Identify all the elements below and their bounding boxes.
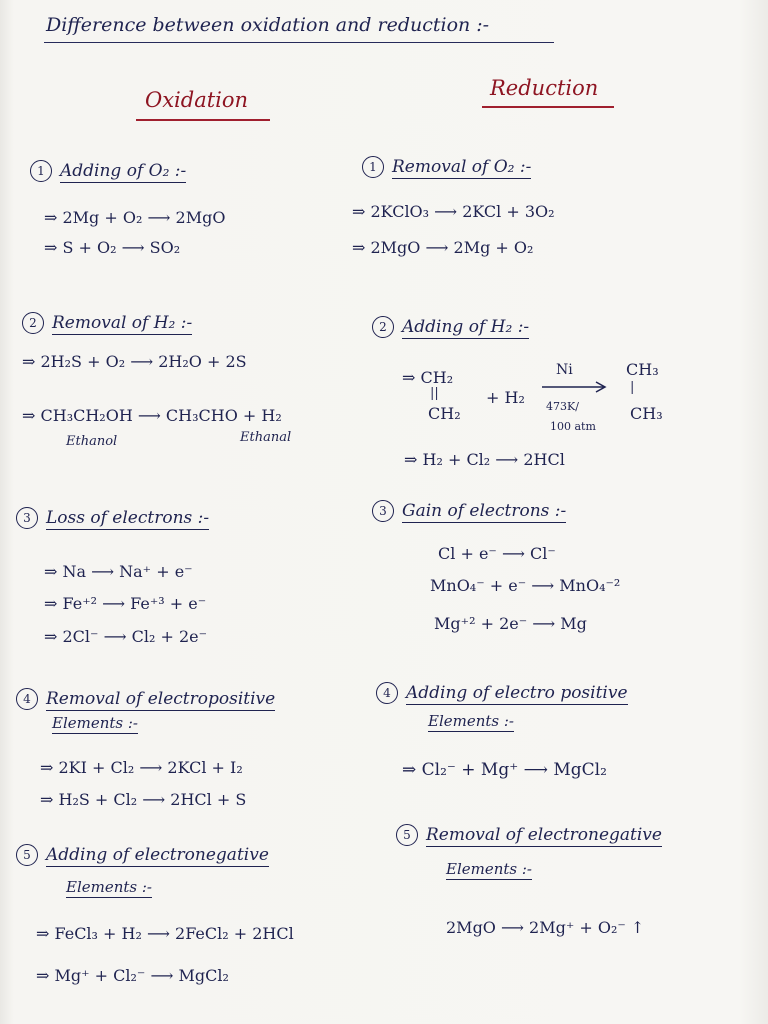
equation: ⇒ Fe⁺² ⟶ Fe⁺³ + e⁻ [44, 594, 207, 613]
point-number: 2 [22, 312, 44, 334]
temperature-label: 473K/ [546, 400, 579, 413]
reduction-point-2 [372, 316, 529, 338]
point-label: Removal of electronegative [426, 824, 662, 845]
equation: ⇒ 2H₂S + O₂ ⟶ 2H₂O + 2S [22, 352, 247, 371]
equation: ⇒ Na ⟶ Na⁺ + e⁻ [44, 562, 193, 581]
point-label: Loss of electrons :- [46, 507, 210, 528]
reduction-point-5 [396, 824, 662, 846]
product-top: CH₃ [626, 360, 659, 379]
oxidation-point-5 [16, 844, 269, 866]
catalyst-label: Ni [556, 362, 573, 378]
equation: ⇒ CH₃CH₂OH ⟶ CH₃CHO + H₂ [22, 406, 282, 425]
point-label-continued: Elements :- [66, 878, 153, 896]
point-label: Removal of O₂ :- [392, 156, 532, 177]
double-bond: || [430, 386, 439, 401]
compound-name: Ethanal [240, 430, 292, 445]
oxidation-point-3 [16, 507, 209, 529]
point-number: 5 [396, 824, 418, 846]
equation: Cl + e⁻ ⟶ Cl⁻ [438, 544, 556, 563]
equation: ⇒ 2KI + Cl₂ ⟶ 2KCl + I₂ [40, 758, 243, 777]
point-label-continued: Elements :- [446, 860, 533, 878]
point-label: Adding of O₂ :- [60, 160, 187, 181]
point-label: Removal of H₂ :- [52, 312, 193, 333]
oxidation-point-2 [22, 312, 192, 334]
equation: ⇒ 2Mg + O₂ ⟶ 2MgO [44, 208, 226, 227]
title-underline [44, 42, 554, 43]
equation: ⇒ 2Cl⁻ ⟶ Cl₂ + 2e⁻ [44, 627, 208, 646]
equation: Mg⁺² + 2e⁻ ⟶ Mg [434, 614, 587, 633]
point-number: 4 [376, 682, 398, 704]
point-label: Adding of electronegative [46, 844, 269, 865]
oxidation-point-4 [16, 688, 275, 710]
equation: MnO₄⁻ + e⁻ ⟶ MnO₄⁻² [430, 576, 621, 595]
reduction-point-4 [376, 682, 628, 704]
reaction-arrow-icon [540, 380, 610, 394]
point-label-continued: Elements :- [428, 712, 515, 730]
point-number: 3 [16, 507, 38, 529]
equation: ⇒ 2KClO₃ ⟶ 2KCl + 3O₂ [352, 202, 555, 221]
point-label: Removal of electropositive [46, 688, 276, 709]
reduction-point-1 [362, 156, 531, 178]
pressure-label: 100 atm [550, 420, 596, 433]
equation: ⇒ Cl₂⁻ + Mg⁺ ⟶ MgCl₂ [402, 760, 607, 780]
equation: ⇒ Mg⁺ + Cl₂⁻ ⟶ MgCl₂ [36, 966, 229, 985]
reduction-point-3 [372, 500, 566, 522]
reactant-top: ⇒ CH₂ [402, 368, 454, 387]
equation: ⇒ FeCl₃ + H₂ ⟶ 2FeCl₂ + 2HCl [36, 924, 294, 943]
reduction-heading: Reduction [490, 76, 599, 100]
point-number: 2 [372, 316, 394, 338]
point-label: Adding of H₂ :- [402, 316, 530, 337]
point-label-continued: Elements :- [52, 714, 139, 732]
equation: 2MgO ⟶ 2Mg⁺ + O₂⁻ ↑ [446, 918, 645, 937]
equation: ⇒ H₂S + Cl₂ ⟶ 2HCl + S [40, 790, 247, 809]
reactant-bottom: CH₂ [428, 404, 461, 423]
oxidation-point-1 [30, 160, 186, 182]
single-bond: | [630, 380, 635, 395]
hydrogen-reagent: + H₂ [486, 388, 525, 407]
product-bottom: CH₃ [630, 404, 663, 423]
point-number: 1 [362, 156, 384, 178]
compound-name: Ethanol [66, 434, 118, 449]
equation: ⇒ H₂ + Cl₂ ⟶ 2HCl [404, 450, 565, 469]
equation: ⇒ S + O₂ ⟶ SO₂ [44, 238, 181, 257]
reduction-heading-underline [482, 106, 614, 108]
point-number: 5 [16, 844, 38, 866]
oxidation-heading: Oxidation [145, 88, 249, 112]
oxidation-heading-underline [136, 119, 270, 121]
equation: ⇒ 2MgO ⟶ 2Mg + O₂ [352, 238, 534, 257]
point-number: 1 [30, 160, 52, 182]
point-number: 3 [372, 500, 394, 522]
point-label: Gain of electrons :- [402, 500, 567, 521]
point-label: Adding of electro positive [406, 682, 628, 703]
page-title: Difference between oxidation and reduction :- [46, 14, 490, 36]
point-number: 4 [16, 688, 38, 710]
